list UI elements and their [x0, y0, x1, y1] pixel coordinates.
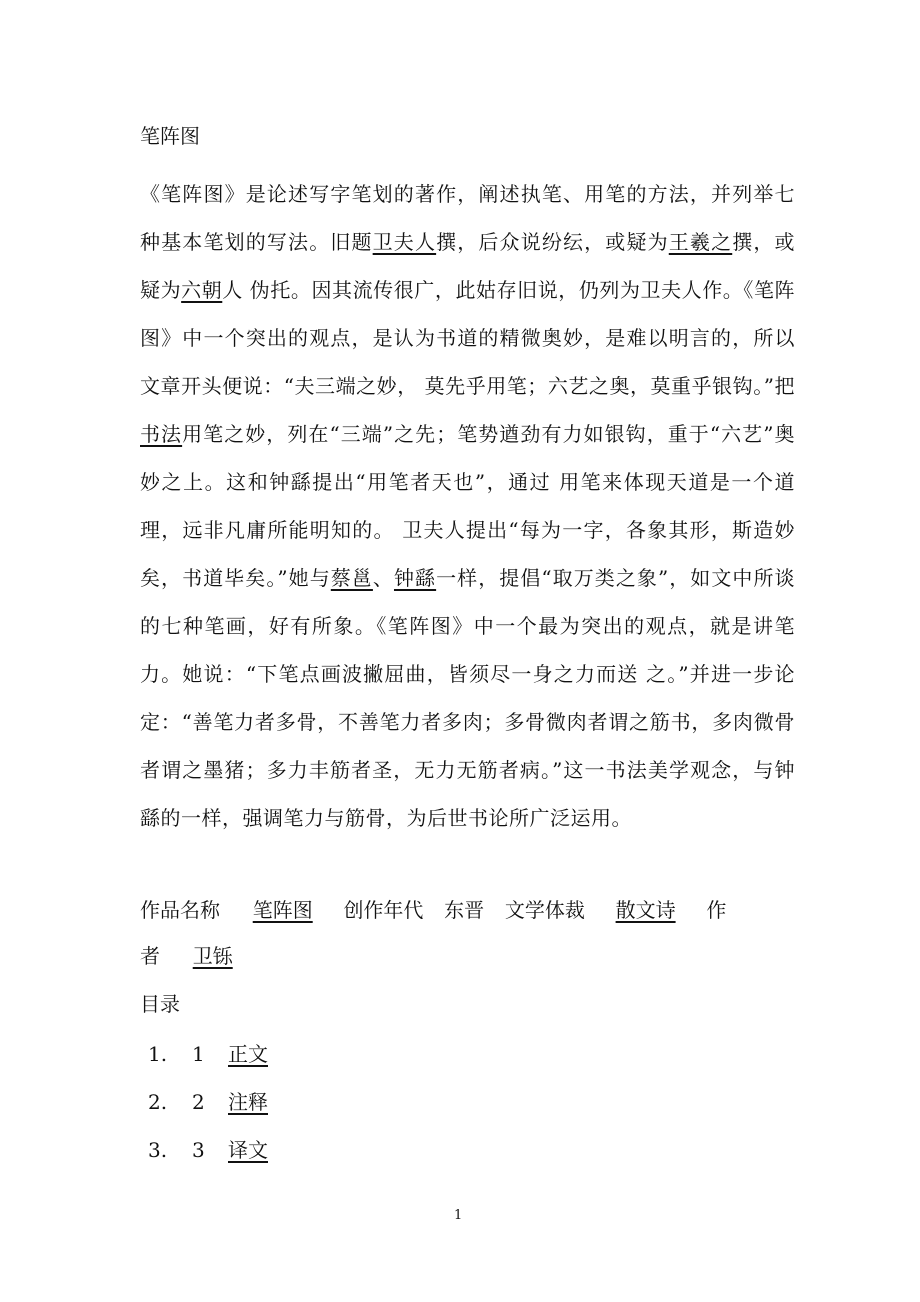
- genre-value-link[interactable]: 散文诗: [615, 898, 676, 922]
- toc-item: [148, 1136, 268, 1164]
- work-value-link[interactable]: 笔阵图: [252, 898, 313, 922]
- toc-link-yiwen[interactable]: 译文: [228, 1138, 268, 1162]
- body-text-segment: 撰，后众说纷纭，或疑为: [436, 230, 669, 254]
- body-text-segment: 撰，或疑为: [140, 230, 796, 302]
- body-text-segment: 《笔阵图》是论述写字笔划的著作，阐述执笔、用笔的方法，并列举七种基本笔划的写法。旧题: [140, 182, 795, 254]
- era-value: 东晋: [444, 898, 485, 922]
- author-label-part1: 作: [706, 898, 727, 922]
- toc-link-zhushi[interactable]: 注释: [228, 1090, 268, 1114]
- link-zhong-yao[interactable]: 钟繇: [393, 566, 437, 590]
- info-row-1: [140, 896, 726, 924]
- link-wei-furen[interactable]: 卫夫人: [372, 230, 437, 254]
- link-liuchao[interactable]: 六朝: [181, 278, 223, 302]
- page-number: 1: [454, 1208, 463, 1223]
- toc-item: [148, 1088, 268, 1116]
- link-wang-xizhi[interactable]: 王羲之: [668, 230, 733, 254]
- body-text-segment: 用笔之妙，列在“三端”之先；笔势遒劲有力如银钩，重于“六艺”奥妙之上。这和钟繇提出“用笔者天也”，通过 用笔来体现天道是一个道理，远非凡庸所能明知的。 卫夫人提出“每为一字，各象其形，斯造妙矣，书道毕矣。”她与: [140, 422, 796, 590]
- author-label-part2: 者: [140, 944, 160, 968]
- toc-item-index: 1: [192, 1042, 205, 1066]
- toc-item-number: 2.: [148, 1090, 168, 1114]
- toc-item-index: 2: [192, 1090, 205, 1114]
- era-label: 创作年代: [343, 898, 424, 922]
- body-paragraph: [140, 170, 795, 842]
- toc-item-number: 1.: [148, 1042, 168, 1066]
- genre-label: 文学体裁: [504, 898, 585, 922]
- link-shufa[interactable]: 书法: [140, 422, 183, 446]
- link-cai-yong[interactable]: 蔡邕: [330, 566, 373, 590]
- document-title: 笔阵图: [140, 124, 200, 148]
- toc-link-zhengwen[interactable]: 正文: [228, 1042, 268, 1066]
- body-text-segment: 人 伪托。因其流传很广，此姑存旧说，仍列为卫夫人作。《笔阵图》中一个突出的观点，是认为书道的精微奥妙，是难以明言的，所以文章开头便说：“夫三端之妙， 莫先乎用笔；六艺之奥，莫重乎银钩。”把: [140, 278, 796, 398]
- work-label: 作品名称: [140, 898, 220, 922]
- author-value-link[interactable]: 卫铄: [192, 944, 233, 968]
- body-text-segment: 、: [372, 566, 394, 590]
- toc-item-index: 3: [192, 1138, 205, 1162]
- toc-item: [148, 1040, 268, 1068]
- toc-title: 目录: [140, 992, 180, 1016]
- info-row-2: [140, 942, 233, 970]
- toc-item-number: 3.: [148, 1138, 168, 1162]
- body-text-segment: 一样，提倡“取万类之象”，如文中所谈的七种笔画，好有所象。《笔阵图》中一个最为突出的观点，就是讲笔力。她说：“下笔点画波撇屈曲，皆须尽一身之力而送 之。”并进一步论定：“善笔力者多骨，不善笔力者多肉；多骨微肉者谓之筋书，多肉微骨者谓之墨猪；多力丰筋者圣，无力无筋者病。”这一书法美学观念，与钟 繇的一样，强调笔力与筋骨，为后世书论所广泛运用。: [140, 566, 796, 830]
